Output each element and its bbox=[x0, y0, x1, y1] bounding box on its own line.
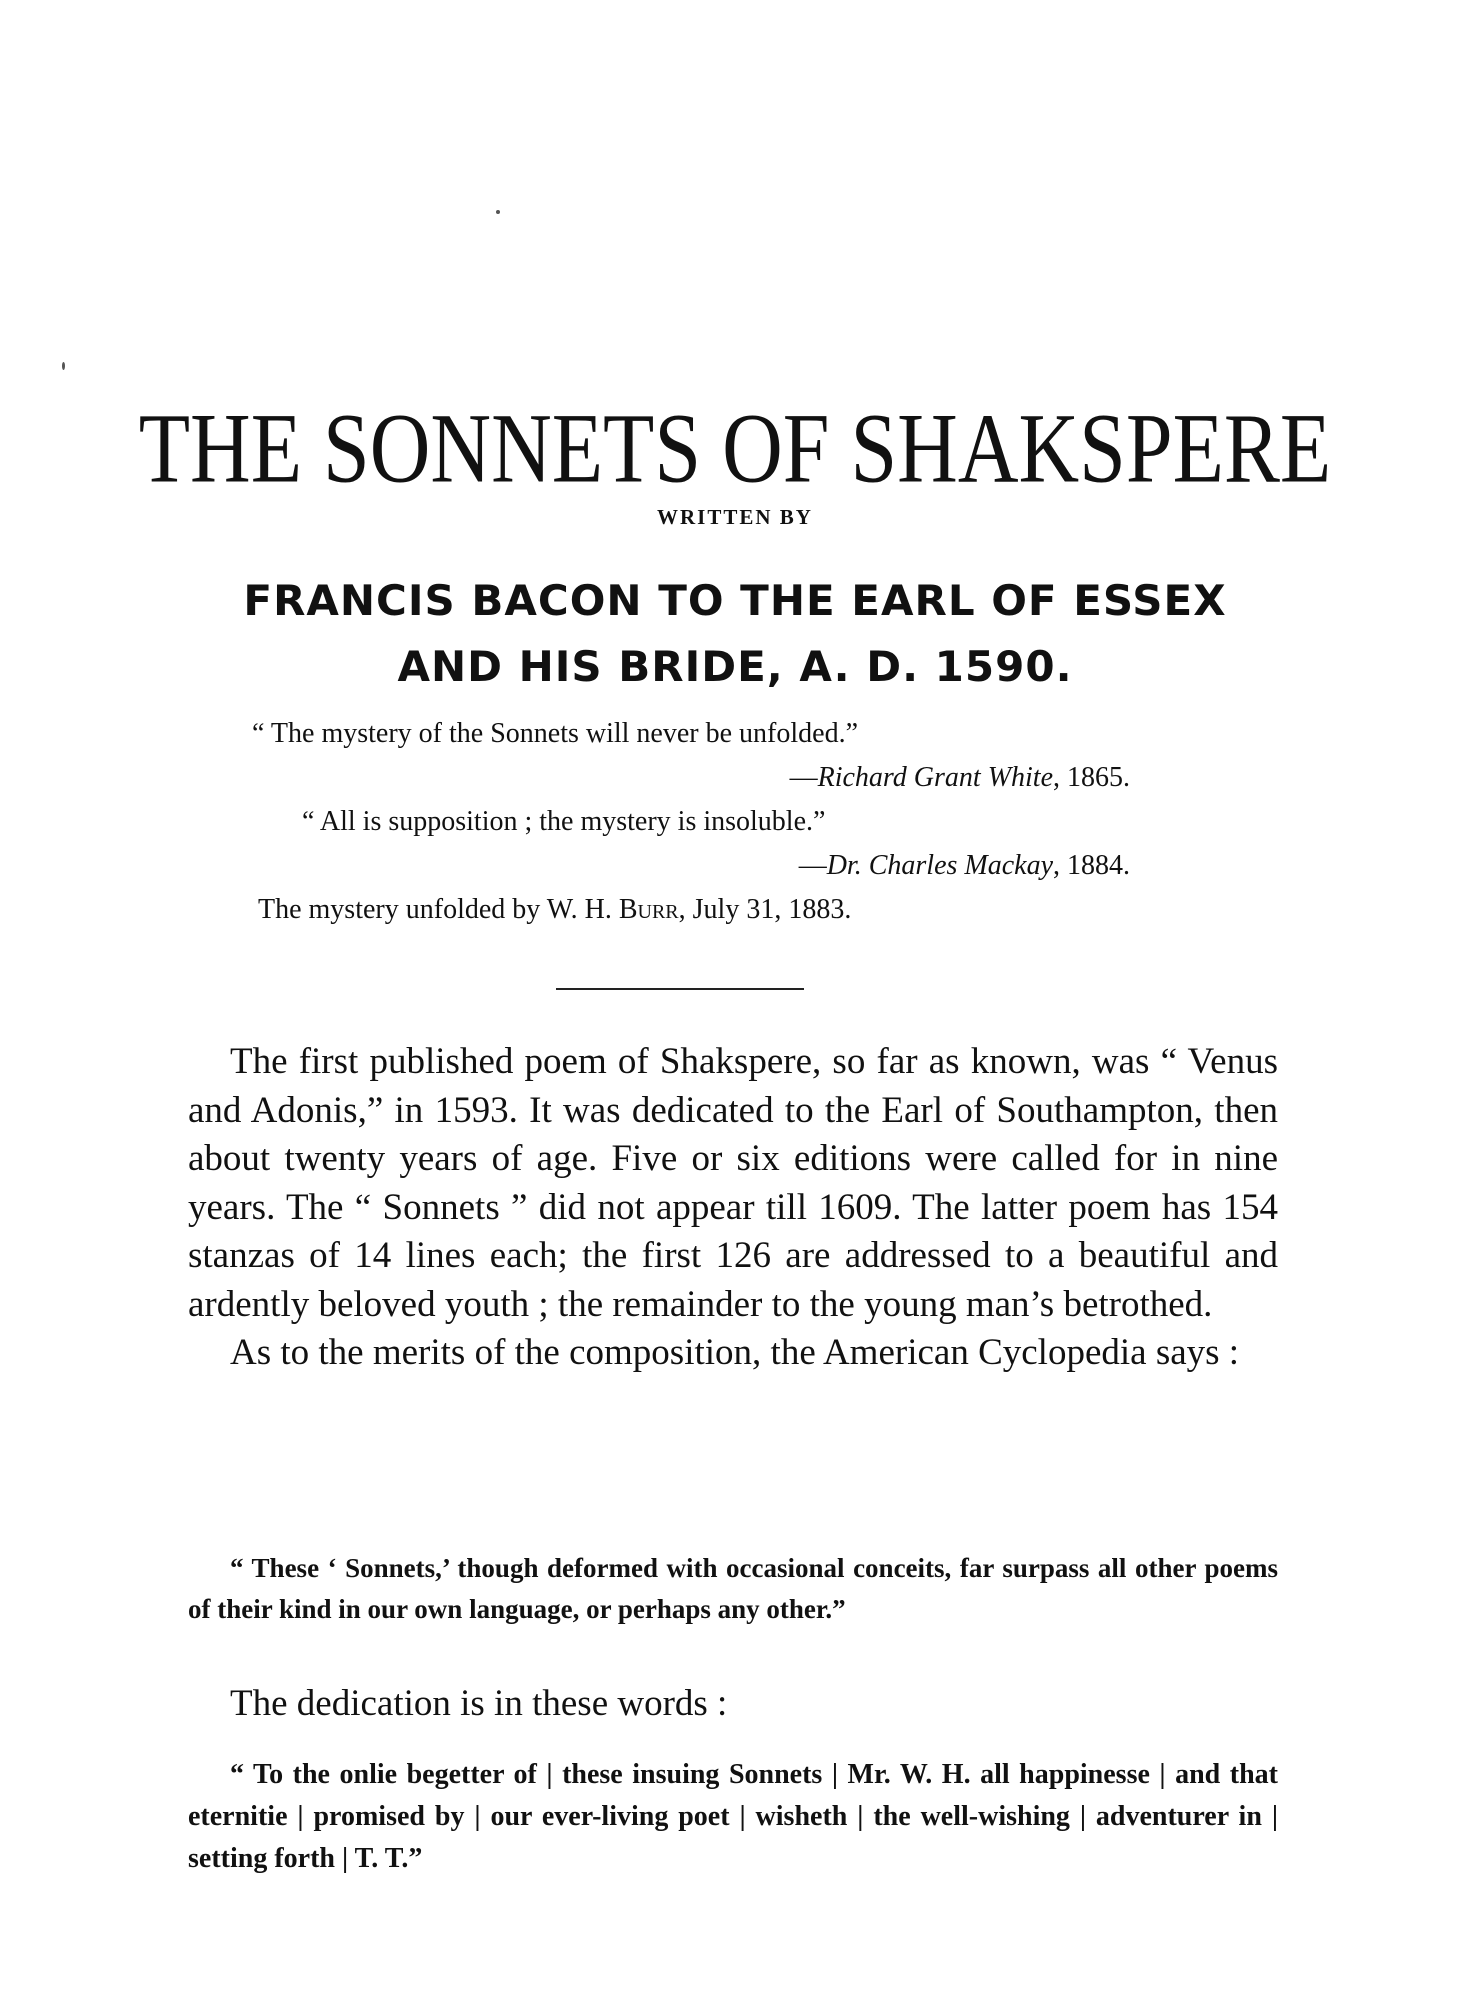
attribution-year: , 1865. bbox=[1053, 762, 1130, 793]
attribution-name: Richard Grant White bbox=[817, 762, 1053, 793]
subtitle bbox=[0, 568, 1470, 700]
subtitle-line-1: FRANCIS BACON TO THE EARL OF ESSEX bbox=[243, 576, 1227, 625]
section-divider bbox=[556, 988, 804, 990]
paragraph-first-published: The first published poem of Shakspere, so far as known, was “ Venus and Adonis,” in 1593. It was dedicated to the Earl of Southampton, then about twenty years of age. Five or six editions were called for in nine years. The “ Sonnets ” did not appear till 1609. The latter poem has 154 stanzas of 14 lines each; the first 126 are addressed to a beautiful and ardently beloved youth ; the remainder to the young man’s betrothed. bbox=[188, 1041, 1278, 1325]
dedication-quote-block bbox=[188, 1754, 1278, 1880]
written-by-label: WRITTEN BY bbox=[657, 505, 813, 529]
unfolded-date: , July 31, 1883. bbox=[678, 894, 852, 925]
subtitle-line-2: AND HIS BRIDE, A. D. 1590. bbox=[397, 642, 1073, 691]
cyclopedia-quote-block bbox=[188, 1548, 1278, 1630]
attribution-name: Dr. Charles Mackay bbox=[826, 850, 1053, 881]
print-speck bbox=[496, 210, 500, 214]
cyclopedia-quote: “ These ‘ Sonnets,’ though deformed with occasional conceits, far surpass all other poems of their kind in our own language, or perhaps any other.” bbox=[188, 1553, 1278, 1624]
epigraph-attribution-2: —Dr. Charles Mackay, 1884. bbox=[798, 850, 1130, 881]
attribution-year: , 1884. bbox=[1053, 850, 1130, 881]
book-title: THE SONNETS OF SHAKSPERE bbox=[138, 394, 1332, 505]
epigraph-attribution-1: —Richard Grant White, 1865. bbox=[789, 762, 1130, 793]
mystery-unfolded-line bbox=[258, 888, 851, 932]
paragraph-dedication-intro: The dedication is in these words : bbox=[230, 1683, 728, 1724]
print-speck bbox=[62, 362, 65, 370]
unfolded-prefix: The mystery unfolded by W. H. bbox=[258, 894, 612, 925]
paragraph-cyclopedia-intro: As to the merits of the composition, the American Cyclopedia says : bbox=[230, 1332, 1240, 1373]
dedication-quote: “ To the onlie begetter of | these insuing Sonnets | Mr. W. H. all happinesse | and that eternitie | promised by | our ever-living poet | wisheth | the well-wishing | adventurer in | setting forth | T. T.” bbox=[188, 1759, 1278, 1874]
author-name: Burr bbox=[618, 894, 679, 925]
epigraph-quote-2: “ All is supposition ; the mystery is insoluble.” bbox=[302, 806, 826, 837]
body-text bbox=[188, 1038, 1278, 1378]
epigraph-quote-1: “ The mystery of the Sonnets will never be unfolded.” bbox=[252, 718, 858, 749]
dedication-intro-block bbox=[188, 1680, 1278, 1729]
